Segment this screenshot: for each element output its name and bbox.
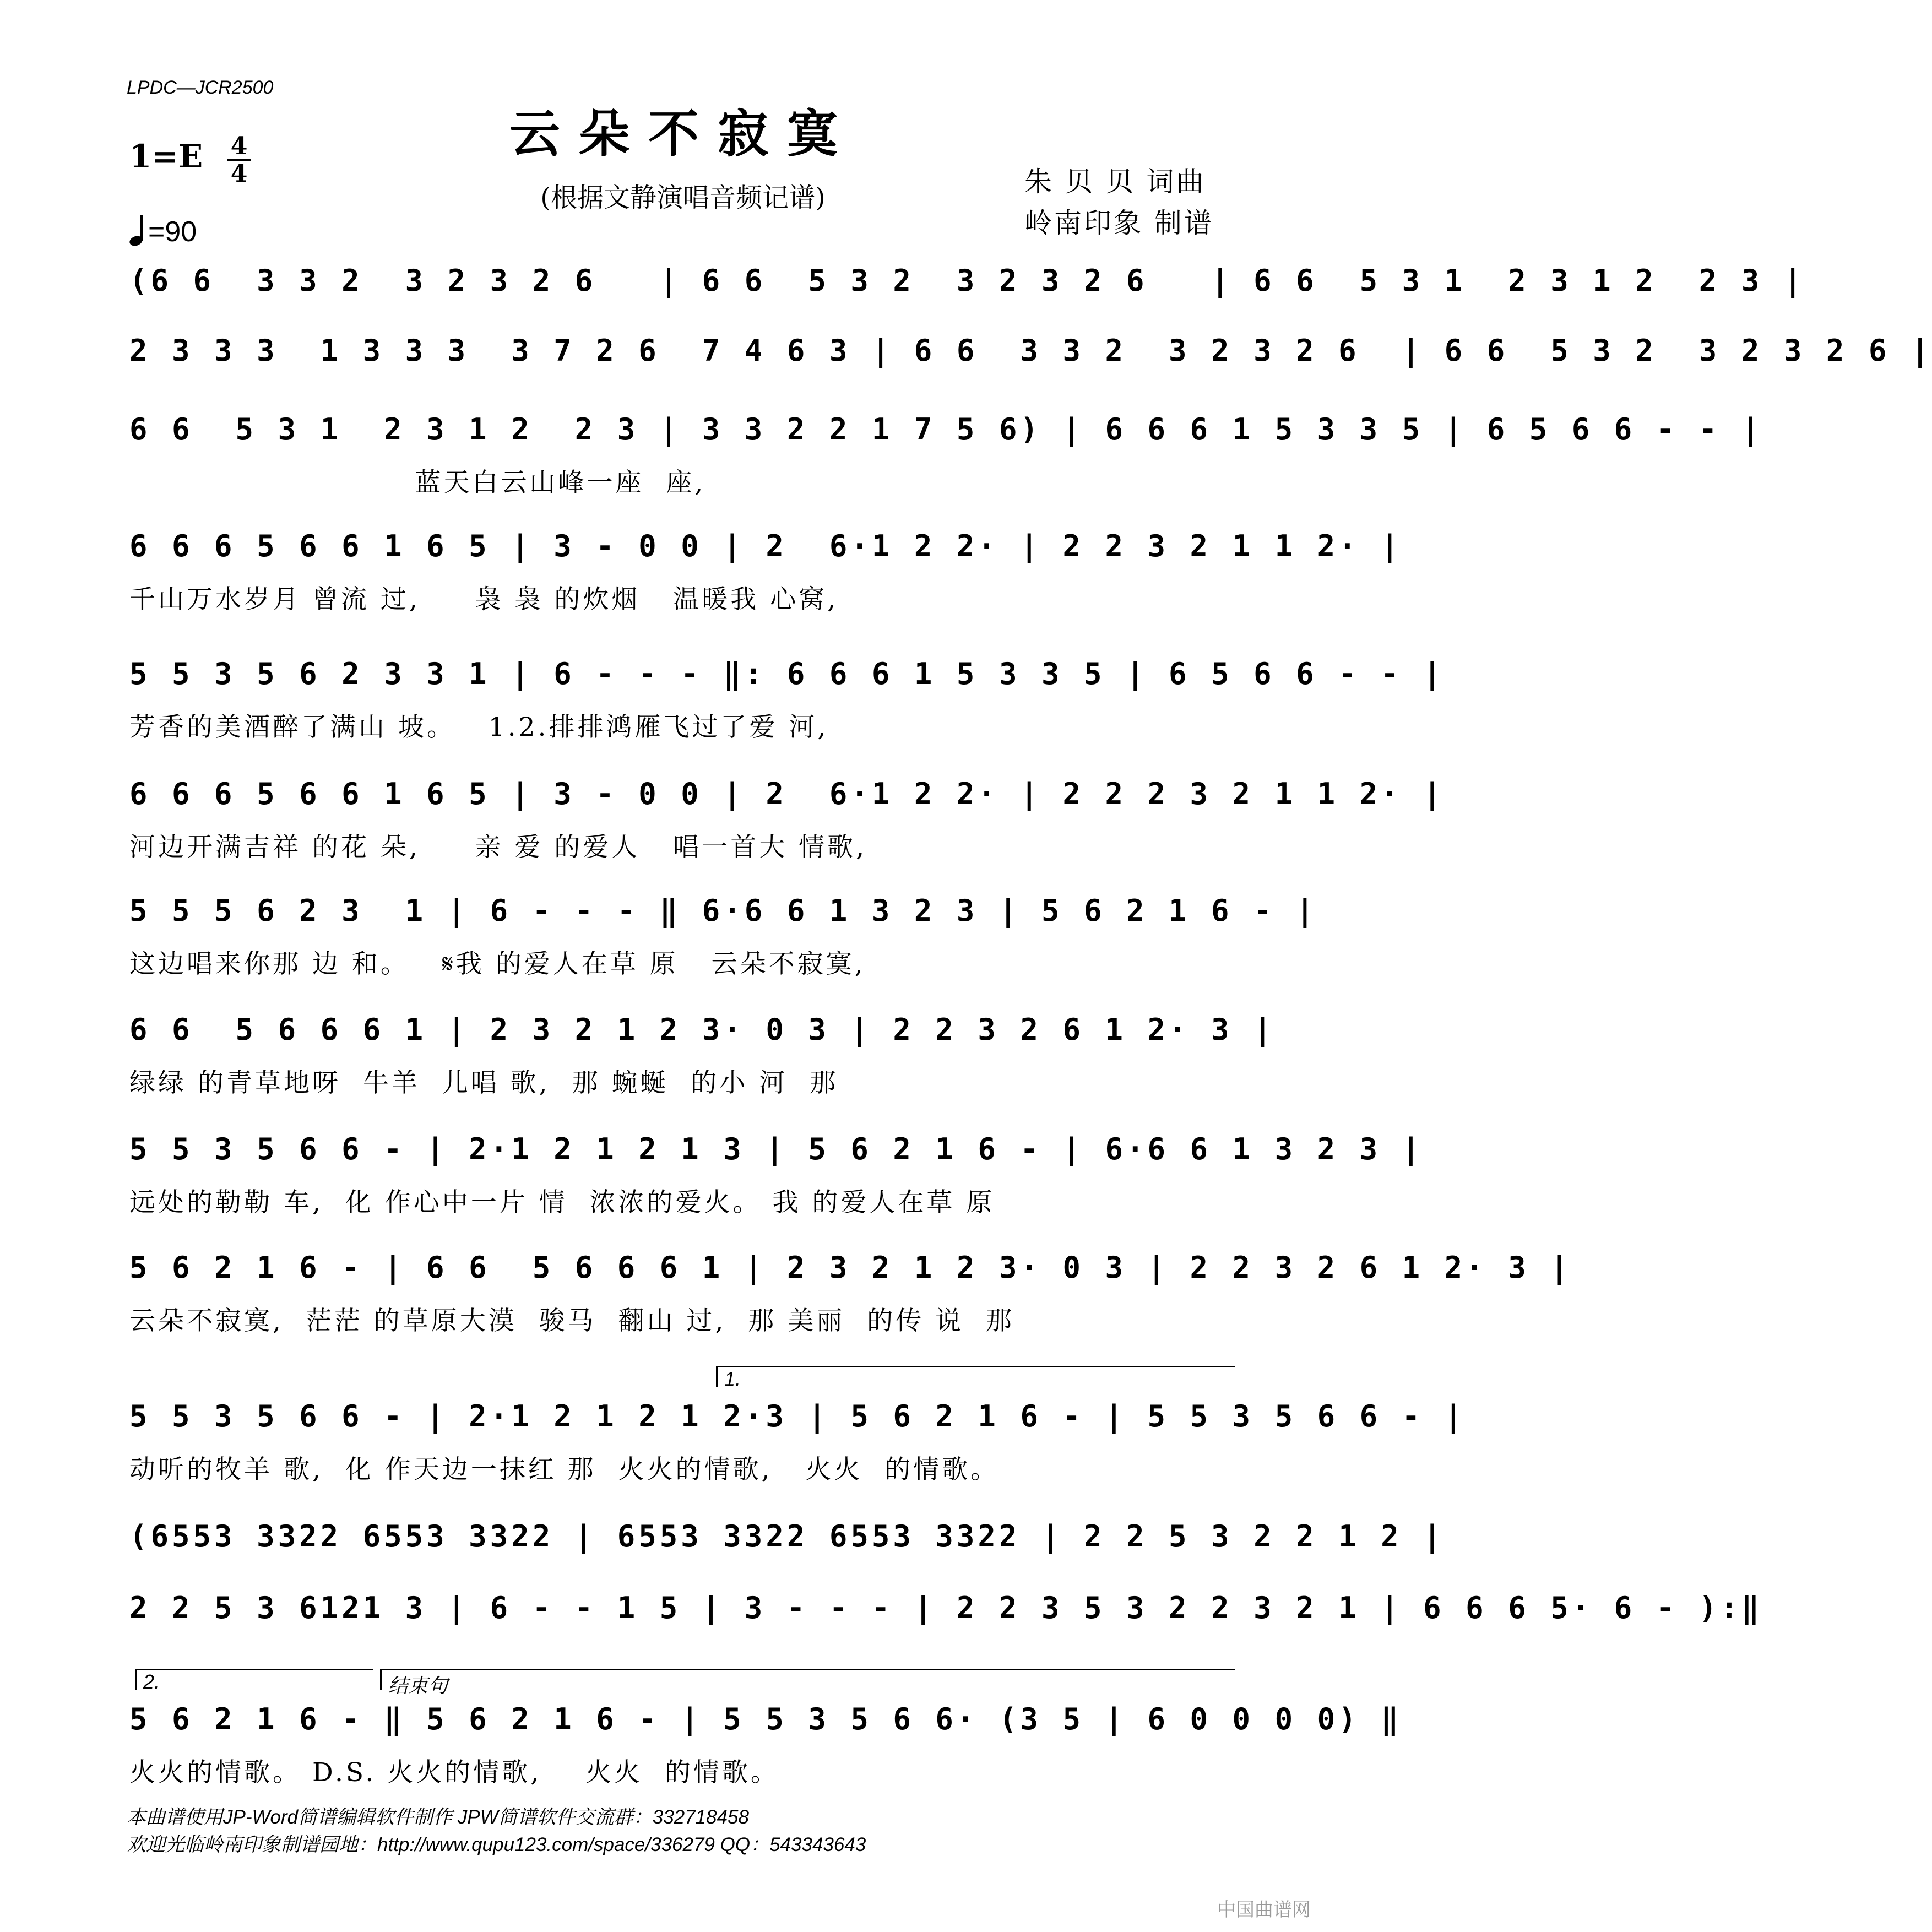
key-signature: 1=E: [129, 138, 203, 175]
notation-line: (6 6 3 3 2 3 2 3 2 6 | 6 6 5 3 2 3 2 3 2 6 | 6 6 5 3 1 2 3 1 2 2 3 |: [129, 263, 1805, 298]
time-signature: [227, 132, 251, 188]
score-system: [129, 412, 1763, 499]
lyrics-line: 这边唱来你那 边 和。 𝄋我 的爱人在草 原 云朵不寂寞,: [129, 949, 866, 979]
first-ending-label: 1.: [724, 1367, 741, 1390]
notation-line: 5 6 2 1 6 - ‖ 5 6 2 1 6 - | 5 5 3 5 6 6· (3 5 | 6 0 0 0 0) ‖: [129, 1702, 1402, 1736]
score-system: [129, 893, 1317, 980]
time-signature-top: 4: [230, 132, 248, 160]
quarter-note-icon: [129, 215, 148, 246]
notation-line: 6 6 5 3 1 2 3 1 2 2 3 | 3 3 2 2 1 7 5 6) | 6 6 6 1 5 3 3 5 | 6 5 6 6 - - |: [129, 412, 1763, 447]
lyrics-line: 动听的牧羊 歌, 化 作天边一抹红 那 火火的情歌, 火火 的情歌。: [129, 1455, 1000, 1485]
notation-line: 5 5 5 6 2 3 1 | 6 - - - ‖ 6·6 6 1 3 2 3 | 5 6 2 1 6 - |: [129, 893, 1317, 928]
notation-line: 6 6 6 5 6 6 1 6 5 | 3 - 0 0 | 2 6·1 2 2· | 2 2 3 2 1 1 2· |: [129, 529, 1402, 563]
score-system: [129, 1702, 1402, 1789]
score-system: [129, 656, 1445, 744]
arranger-credit: 岭南印象 制谱: [1024, 207, 1214, 239]
notation-line: 6 6 6 5 6 6 1 6 5 | 3 - 0 0 | 2 6·1 2 2· | 2 2 2 3 2 1 1 2· |: [129, 777, 1445, 811]
notation-line: 2 3 3 3 1 3 3 3 3 7 2 6 7 4 6 3 | 6 6 3 3 2 3 2 3 2 6 | 6 6 5 3 2 3 2 3 2 6 |: [129, 333, 1932, 368]
score-system: [129, 529, 1402, 616]
score-system: [129, 263, 1805, 298]
score-system: [129, 1399, 1466, 1486]
lyrics-line: 绿绿 的青草地呀 牛羊 儿唱 歌, 那 蜿蜒 的小 河 那: [129, 1068, 839, 1098]
notation-line: 5 5 3 5 6 6 - | 2·1 2 1 2 1 2·3 | 5 6 2 1 6 - | 5 5 3 5 6 6 - |: [129, 1399, 1466, 1434]
tempo-marking: [129, 215, 197, 248]
lyrics-line: 河边开满吉祥 的花 朵, 亲 爱 的爱人 唱一首大 情歌,: [129, 832, 867, 862]
score-system: [129, 1250, 1572, 1337]
lyrics-line: 云朵不寂寞, 茫茫 的草原大漠 骏马 翻山 过, 那 美丽 的传 说 那: [129, 1306, 1014, 1336]
score-system: [129, 1519, 1445, 1554]
time-signature-bottom: 4: [230, 160, 248, 188]
notation-line: (6553 3322 6553 3322 | 6553 3322 6553 3322 | 2 2 5 3 2 2 1 2 |: [129, 1519, 1445, 1554]
song-title: 云朵不寂寞: [509, 104, 856, 164]
score-system: [129, 1132, 1424, 1219]
notation-line: 5 5 3 5 6 6 - | 2·1 2 1 2 1 3 | 5 6 2 1 6 - | 6·6 6 1 3 2 3 |: [129, 1132, 1424, 1166]
first-ending-bracket: [716, 1366, 1235, 1390]
notation-line: 2 2 5 3 6121 3 | 6 - - 1 5 | 3 - - - | 2 2 3 5 3 2 2 3 2 1 | 6 6 6 5· 6 - ):‖: [129, 1591, 1763, 1625]
tempo-value: =90: [148, 216, 197, 248]
score-system: [129, 777, 1445, 864]
notation-line: 5 5 3 5 6 2 3 3 1 | 6 - - - ‖: 6 6 6 1 5 3 3 5 | 6 5 6 6 - - |: [129, 656, 1445, 691]
lyrics-line: 蓝天白云山峰一座 座,: [129, 468, 706, 498]
score-system: [129, 1591, 1763, 1625]
score-system: [129, 1012, 1275, 1099]
lyrics-line: 千山万水岁月 曾流 过, 袅 袅 的炊烟 温暖我 心窝,: [129, 584, 839, 615]
second-ending-label: 2.: [143, 1670, 160, 1693]
lyrics-line: 芳香的美酒醉了满山 坡。 1.2.排排鸿雁飞过了爱 河,: [129, 712, 829, 742]
lyrics-line: 火火的情歌。 D.S. 火火的情歌, 火火 的情歌。: [129, 1757, 779, 1788]
site-watermark: 中国曲谱网: [1217, 1899, 1311, 1921]
notation-line: 5 6 2 1 6 - | 6 6 5 6 6 6 1 | 2 3 2 1 2 3· 0 3 | 2 2 3 2 6 1 2· 3 |: [129, 1250, 1572, 1285]
song-subtitle: (根据文静演唱音频记谱): [540, 182, 826, 213]
footer-software-note: 本曲谱使用JP-Word简谱编辑软件制作 JPW简谱软件交流群：332718458: [127, 1806, 749, 1828]
second-ending-bracket: [135, 1669, 373, 1693]
coda-bracket: [380, 1669, 1235, 1697]
score-code: LPDC—JCR2500: [127, 77, 274, 98]
footer-website-note: 欢迎光临岭南印象制谱园地：http://www.qupu123.com/space/336279 QQ：543343643: [127, 1834, 866, 1855]
score-system: [129, 333, 1932, 368]
notation-line: 6 6 5 6 6 6 1 | 2 3 2 1 2 3· 0 3 | 2 2 3 2 6 1 2· 3 |: [129, 1012, 1275, 1047]
composer-credit: 朱 贝 贝 词曲: [1024, 166, 1206, 198]
coda-label: 结束句: [388, 1674, 448, 1697]
lyrics-line: 远处的勒勒 车, 化 作心中一片 情 浓浓的爱火。 我 的爱人在草 原: [129, 1187, 995, 1218]
